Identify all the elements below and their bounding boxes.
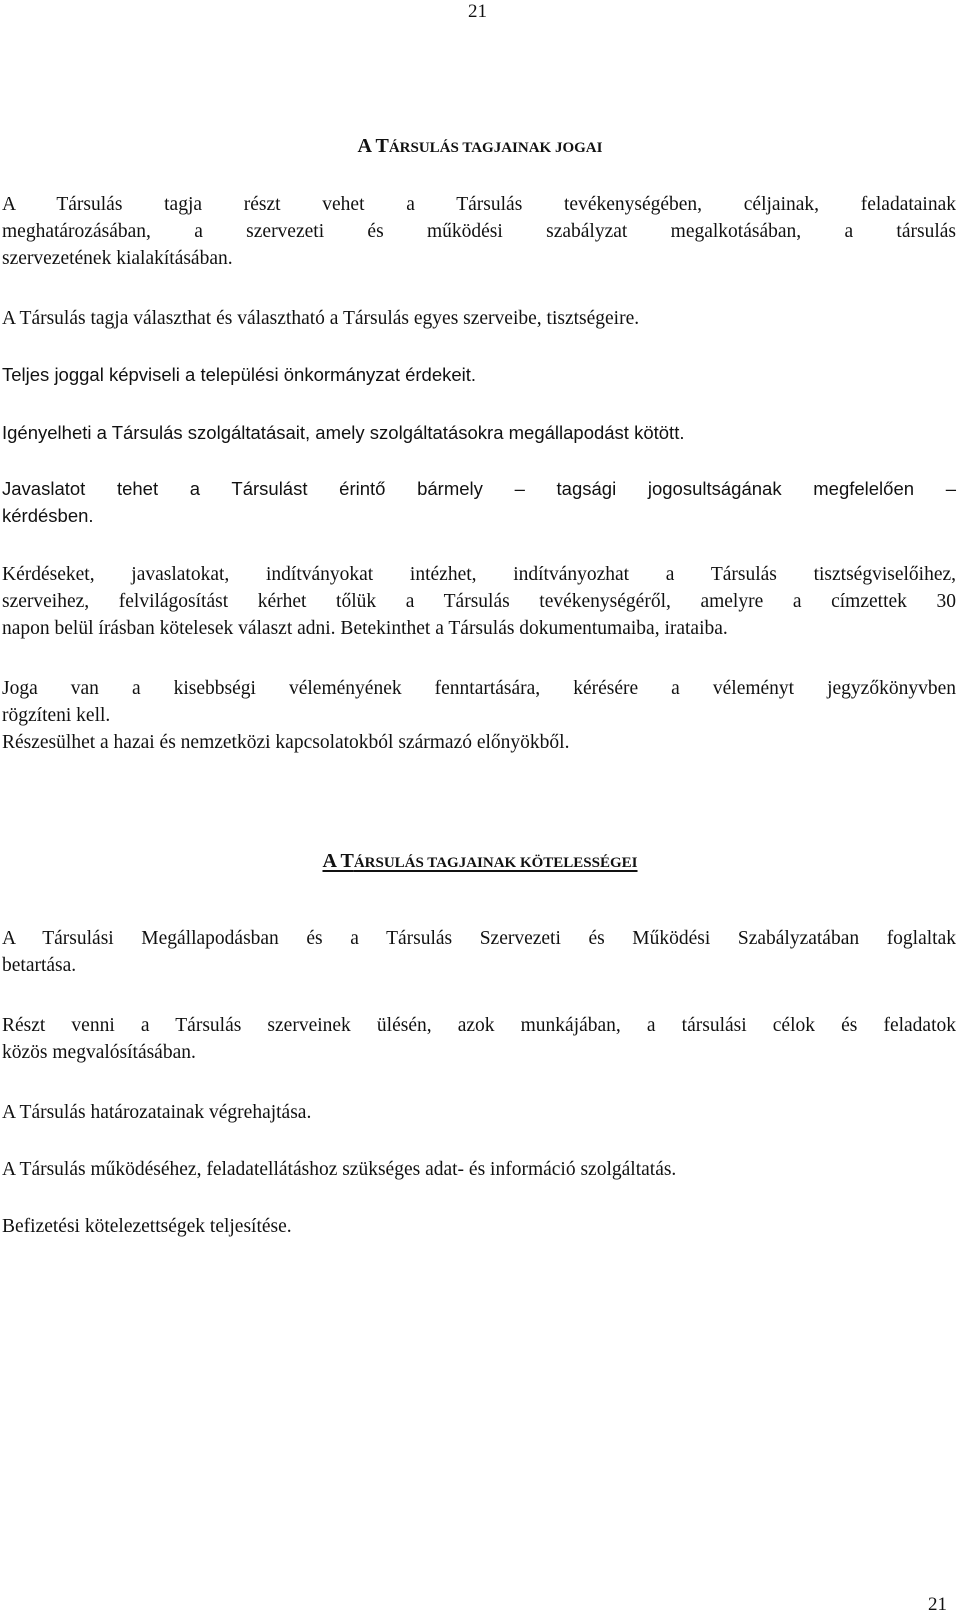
duties-paragraph-2 bbox=[2, 1012, 956, 1066]
rights-paragraph-4: Igényelheti a Társulás szolgáltatásait, amely szolgáltatásokra megállapodást kötött. bbox=[2, 422, 685, 443]
rights-paragraph-5 bbox=[2, 475, 956, 529]
duties-heading-initial: A T bbox=[322, 850, 354, 872]
rights-paragraph-8: Részesülhet a hazai és nemzetközi kapcsolatokból származó előnyökből. bbox=[2, 732, 570, 753]
duties-heading bbox=[0, 848, 960, 876]
rights-paragraph-2: A Társulás tagja választhat és választható a Társulás egyes szerveibe, tisztségeire. bbox=[2, 308, 640, 329]
rights-p1-line-1: A Társulás tagja részt vehet a Társulás tevékenységében, céljainak, feladatainak bbox=[2, 194, 956, 215]
rights-p7-line-2: rögzíteni kell. bbox=[2, 705, 111, 726]
rights-paragraph-3: Teljes joggal képviseli a települési önkormányzat érdekeit. bbox=[2, 364, 477, 385]
duties-p2-line-1: Részt venni a Társulás szerveinek ülésén, azok munkájában, a társulási célok és feladatok bbox=[2, 1015, 956, 1036]
duties-paragraph-4: A Társulás működéséhez, feladatellátáshoz szükséges adat- és információ szolgáltatás. bbox=[2, 1159, 677, 1180]
rights-p1-line-3: szervezetének kialakításában. bbox=[2, 248, 233, 269]
page-number-top: 21 bbox=[468, 1, 487, 22]
rights-paragraph-7 bbox=[2, 675, 956, 756]
rights-heading bbox=[0, 133, 960, 161]
rights-p6-line-3: napon belül írásban kötelesek választ adni. Betekinthet a Társulás dokumentumaiba, irataiba. bbox=[2, 618, 728, 639]
rights-p7-line-1: Joga van a kisebbségi véleményének fenntartására, kérésére a véleményt jegyzőkönyvben bbox=[2, 678, 956, 699]
rights-p6-line-2: szerveihez, felvilágosítást kérhet tőlük a Társulás tevékenységéről, amelyre a címzettek 30 bbox=[2, 591, 956, 612]
rights-p5-line-2: kérdésben. bbox=[2, 505, 94, 526]
rights-heading-rest: ÁRSULÁS TAGJAINAK JOGAI bbox=[388, 140, 603, 156]
rights-paragraph-1 bbox=[2, 191, 956, 272]
rights-p1-line-2: meghatározásában, a szervezeti és működési szabályzat megalkotásában, a társulás bbox=[2, 221, 956, 242]
duties-p1-line-2: betartása. bbox=[2, 955, 77, 976]
rights-p5-line-1: Javaslatot tehet a Társulást érintő bármely – tagsági jogosultságának megfelelően – bbox=[2, 478, 956, 499]
rights-p6-line-1: Kérdéseket, javaslatokat, indítványokat intézhet, indítványozhat a Társulás tisztségviselőihez, bbox=[2, 564, 956, 585]
duties-paragraph-3: A Társulás határozatainak végrehajtása. bbox=[2, 1102, 312, 1123]
duties-p2-line-2: közös megvalósításában. bbox=[2, 1042, 196, 1063]
duties-p1-line-1: A Társulási Megállapodásban és a Társulás Szervezeti és Működési Szabályzatában foglaltak bbox=[2, 928, 956, 949]
duties-paragraph-5: Befizetési kötelezettségek teljesítése. bbox=[2, 1216, 292, 1237]
duties-paragraph-1 bbox=[2, 925, 956, 979]
rights-paragraph-6 bbox=[2, 561, 956, 642]
rights-heading-initial: A T bbox=[357, 135, 389, 157]
page-number-bottom: 21 bbox=[928, 1594, 947, 1615]
duties-heading-rest: ÁRSULÁS TAGJAINAK KÖTELESSÉGEI bbox=[353, 855, 638, 871]
